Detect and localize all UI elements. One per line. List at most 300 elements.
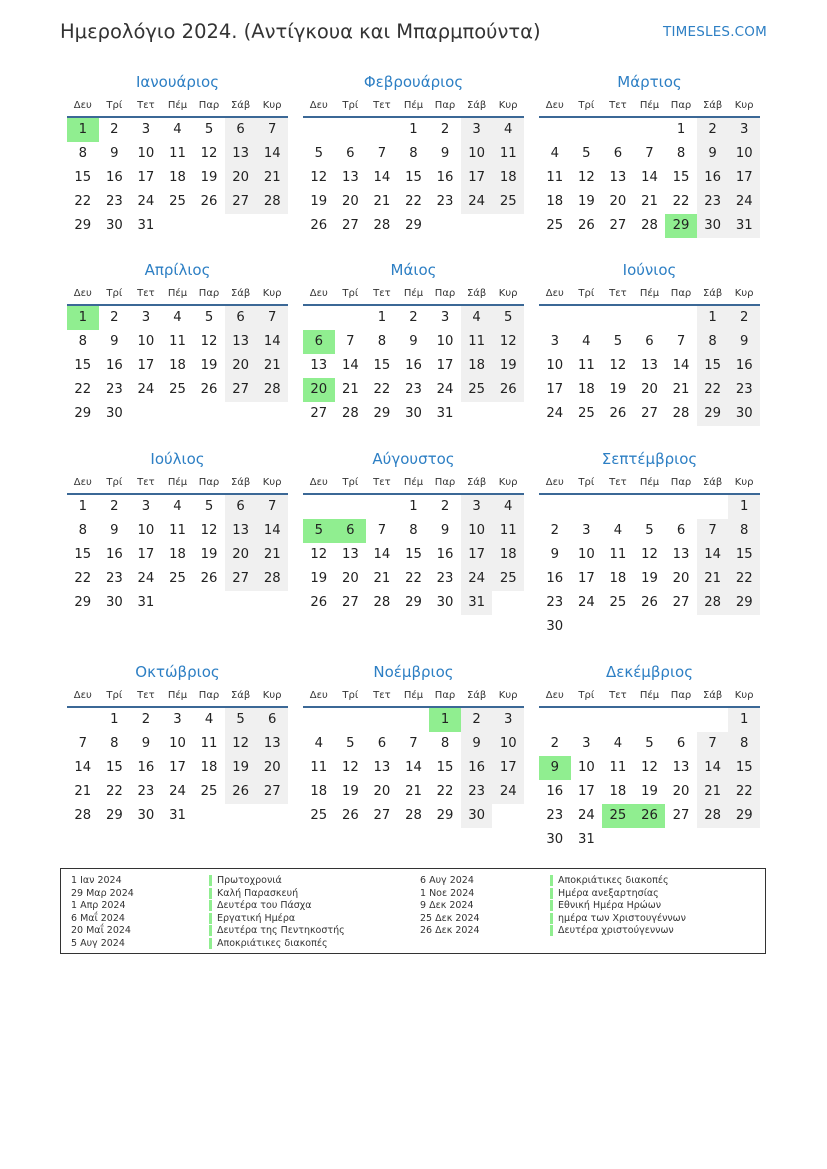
day-cell: 30 — [546, 619, 564, 634]
day-cell: 16 — [461, 756, 493, 780]
day-cell: 20 — [373, 784, 391, 799]
day-cell: 13 — [672, 760, 690, 775]
day-cell: 19 — [200, 358, 218, 373]
day-cell: 22 — [405, 571, 422, 586]
day-cell: 6 — [225, 306, 257, 330]
day-cell: 9 — [440, 523, 450, 538]
day-cell: 4 — [550, 146, 559, 161]
day-cell: 24 — [461, 567, 493, 591]
day-cell: 22 — [436, 784, 454, 799]
day-cell: 28 — [641, 218, 658, 233]
day-cell: 22 — [373, 382, 391, 397]
day-cell: 9 — [440, 146, 450, 161]
day-cell: 10 — [436, 334, 454, 349]
weekday-header — [303, 282, 524, 306]
day-cell: 12 — [609, 358, 627, 373]
day-cell: 5 — [613, 334, 623, 349]
weekday-label: Τετ — [373, 476, 391, 488]
day-cell: 27 — [225, 378, 257, 402]
day-grid — [67, 306, 288, 450]
weekday-label: Κυρ — [498, 287, 518, 299]
day-cell: 1 — [110, 712, 119, 727]
legend-holiday-name: Δευτέρα της Πεντηκοστής — [209, 925, 345, 938]
day-cell: 8 — [78, 334, 87, 349]
day-cell: 12 — [200, 334, 218, 349]
day-cell: 9 — [110, 523, 119, 538]
day-cell: 28 — [672, 406, 690, 421]
weekday-label: Παρ — [670, 689, 692, 701]
weekday-label: Τετ — [609, 689, 627, 701]
weekday-label: Κυρ — [262, 689, 282, 701]
weekday-label: Δευ — [73, 99, 92, 111]
day-cell: 26 — [341, 808, 359, 823]
day-cell: 17 — [728, 166, 760, 190]
day-cell: 30 — [105, 595, 123, 610]
weekday-header — [67, 684, 288, 708]
weekday-label: Σάβ — [230, 476, 251, 488]
day-cell: 28 — [697, 591, 729, 615]
day-cell: 27 — [225, 567, 257, 591]
day-cell: 23 — [405, 382, 422, 397]
weekday-label: Τρί — [342, 689, 359, 701]
day-cell: 23 — [728, 378, 760, 402]
day-cell: 29 — [105, 808, 123, 823]
day-cell: 5 — [204, 122, 214, 137]
day-cell: 11 — [609, 547, 627, 562]
day-cell: 1 — [377, 310, 387, 325]
month-calendar — [539, 258, 760, 450]
weekday-label: Σάβ — [466, 476, 487, 488]
weekday-label: Πέμ — [639, 689, 660, 701]
weekday-label: Παρ — [198, 476, 220, 488]
weekday-label: Δευ — [309, 287, 328, 299]
weekday-label: Τρί — [342, 99, 359, 111]
day-cell: 6 — [645, 334, 654, 349]
month-calendar — [67, 70, 288, 262]
day-cell: 29 — [373, 406, 391, 421]
day-cell: 16 — [436, 170, 454, 185]
legend-date: 20 Μαΐ 2024 — [71, 925, 131, 936]
day-grid — [539, 495, 760, 639]
day-cell: 25 — [310, 808, 328, 823]
month-name: Ιανουάριος — [135, 73, 219, 91]
weekday-label: Κυρ — [262, 99, 282, 111]
day-cell: 25 — [609, 595, 627, 610]
weekday-label: Κυρ — [734, 99, 754, 111]
day-cell: 4 — [492, 495, 524, 519]
day-cell: 3 — [582, 736, 591, 751]
weekday-label: Δευ — [73, 476, 92, 488]
day-cell: 11 — [461, 330, 493, 354]
day-cell: 25 — [577, 406, 595, 421]
day-cell: 12 — [310, 170, 328, 185]
day-cell: 20 — [256, 756, 288, 780]
month-calendar — [303, 447, 524, 639]
weekday-label: Τρί — [106, 689, 123, 701]
legend-date: 29 Μαρ 2024 — [71, 887, 134, 899]
day-cell: 22 — [728, 567, 760, 591]
month-name: Μάιος — [390, 261, 437, 279]
day-cell: 15 — [405, 547, 422, 562]
day-cell: 28 — [697, 804, 729, 828]
day-cell: 26 — [200, 382, 218, 397]
day-cell: 17 — [577, 571, 595, 586]
day-cell: 23 — [461, 780, 493, 804]
day-cell: 15 — [74, 358, 92, 373]
day-cell: 3 — [582, 523, 591, 538]
weekday-label: Τετ — [137, 476, 155, 488]
day-cell: 7 — [256, 495, 288, 519]
day-cell: 17 — [546, 382, 564, 397]
weekday-label: Τρί — [342, 476, 359, 488]
day-cell: 16 — [105, 358, 123, 373]
day-cell: 2 — [697, 118, 729, 142]
day-cell: 6 — [346, 146, 355, 161]
day-cell: 22 — [672, 194, 690, 209]
site-link[interactable]: TIMESLES.COM — [663, 24, 767, 40]
day-cell: 2 — [440, 122, 450, 137]
day-cell: 23 — [546, 808, 564, 823]
day-cell: 9 — [409, 334, 418, 349]
day-cell: 8 — [409, 146, 418, 161]
weekday-label: Τρί — [106, 287, 123, 299]
day-cell: 25 — [546, 218, 564, 233]
day-cell: 27 — [341, 218, 359, 233]
day-cell: 10 — [137, 146, 155, 161]
day-cell: 31 — [137, 218, 155, 233]
weekday-label: Παρ — [434, 689, 456, 701]
weekday-label: Κυρ — [498, 689, 518, 701]
day-cell: 13 — [341, 170, 359, 185]
weekday-label: Παρ — [434, 99, 456, 111]
legend-dates-right — [420, 875, 480, 938]
weekday-label: Παρ — [434, 476, 456, 488]
day-cell: 16 — [405, 358, 422, 373]
weekday-label: Τρί — [106, 476, 123, 488]
day-grid — [539, 118, 760, 262]
day-cell: 14 — [697, 756, 729, 780]
weekday-label: Πέμ — [403, 99, 424, 111]
day-cell: 3 — [173, 712, 182, 727]
day-cell: 19 — [310, 571, 328, 586]
day-cell: 9 — [461, 732, 493, 756]
day-cell: 28 — [256, 567, 288, 591]
weekday-label: Πέμ — [167, 476, 188, 488]
day-cell: 4 — [613, 736, 623, 751]
day-cell: 20 — [641, 382, 658, 397]
weekday-label: Τετ — [609, 287, 627, 299]
day-cell: 17 — [461, 543, 493, 567]
month-name: Ιούλιος — [150, 450, 205, 468]
day-cell: 7 — [409, 736, 418, 751]
day-cell: 27 — [672, 595, 690, 610]
day-cell: 22 — [405, 194, 422, 209]
day-cell: 26 — [609, 406, 627, 421]
day-cell: 27 — [641, 406, 658, 421]
day-cell: 15 — [697, 354, 729, 378]
weekday-label: Κυρ — [734, 476, 754, 488]
day-cell: 24 — [546, 406, 564, 421]
day-cell: 15 — [728, 756, 760, 780]
day-cell: 8 — [110, 736, 119, 751]
day-cell: 25 — [492, 567, 524, 591]
day-cell: 4 — [613, 523, 623, 538]
day-cell: 4 — [173, 310, 182, 325]
weekday-label: Πέμ — [639, 99, 660, 111]
legend-date: 26 Δεκ 2024 — [420, 925, 480, 936]
day-cell: 25 — [169, 571, 186, 586]
weekday-label: Κυρ — [734, 287, 754, 299]
day-cell: 18 — [609, 571, 627, 586]
day-cell: 9 — [110, 334, 119, 349]
day-cell: 22 — [74, 382, 92, 397]
day-cell: 24 — [728, 190, 760, 214]
holiday-day-cell: 5 — [303, 519, 335, 543]
day-cell: 26 — [577, 218, 595, 233]
legend-holiday-name: Εργατική Ημέρα — [209, 913, 345, 926]
day-cell: 16 — [436, 547, 454, 562]
day-cell: 6 — [377, 736, 387, 751]
weekday-label: Σάβ — [702, 287, 723, 299]
day-cell: 29 — [74, 595, 92, 610]
day-grid — [539, 708, 760, 852]
month-name: Οκτώβριος — [135, 663, 220, 681]
day-cell: 21 — [256, 354, 288, 378]
day-cell: 23 — [137, 784, 155, 799]
day-cell: 9 — [141, 736, 151, 751]
day-cell: 23 — [105, 571, 123, 586]
day-cell: 8 — [78, 146, 87, 161]
day-cell: 28 — [256, 190, 288, 214]
day-cell: 7 — [346, 334, 355, 349]
day-cell: 16 — [137, 760, 155, 775]
day-cell: 15 — [74, 170, 92, 185]
weekday-label: Κυρ — [262, 287, 282, 299]
day-cell: 22 — [728, 780, 760, 804]
day-cell: 21 — [641, 194, 658, 209]
day-cell: 2 — [409, 310, 418, 325]
day-cell: 17 — [137, 547, 155, 562]
day-cell: 27 — [225, 190, 257, 214]
day-cell: 15 — [672, 170, 690, 185]
day-cell: 18 — [492, 543, 524, 567]
weekday-header — [539, 471, 760, 495]
day-cell: 19 — [341, 784, 359, 799]
day-cell: 26 — [200, 194, 218, 209]
weekday-label: Σάβ — [466, 689, 487, 701]
weekday-header — [67, 94, 288, 118]
weekday-label: Δευ — [545, 287, 564, 299]
day-cell: 23 — [436, 194, 454, 209]
day-cell: 28 — [256, 378, 288, 402]
weekday-label: Τετ — [373, 99, 391, 111]
day-cell: 17 — [137, 358, 155, 373]
weekday-label: Παρ — [670, 99, 692, 111]
day-cell: 2 — [141, 712, 151, 727]
day-cell: 24 — [137, 194, 155, 209]
day-cell: 2 — [728, 306, 760, 330]
day-cell: 7 — [645, 146, 654, 161]
day-cell: 3 — [492, 708, 524, 732]
day-cell: 7 — [676, 334, 686, 349]
day-cell: 18 — [310, 784, 328, 799]
weekday-label: Δευ — [309, 99, 328, 111]
day-cell: 29 — [405, 595, 422, 610]
day-cell: 8 — [440, 736, 450, 751]
legend-holiday-name: Εθνική Ημέρα Ηρώων — [550, 900, 686, 913]
day-cell: 12 — [641, 760, 658, 775]
day-cell: 19 — [225, 756, 257, 780]
day-cell: 25 — [169, 382, 186, 397]
day-cell: 11 — [310, 760, 328, 775]
day-cell: 18 — [169, 547, 186, 562]
day-cell: 21 — [672, 382, 690, 397]
day-cell: 10 — [728, 142, 760, 166]
day-cell: 19 — [492, 354, 524, 378]
day-cell: 31 — [169, 808, 186, 823]
day-cell: 21 — [697, 567, 729, 591]
weekday-label: Τρί — [106, 99, 123, 111]
day-cell: 30 — [697, 214, 729, 238]
day-cell: 11 — [609, 760, 627, 775]
month-name: Σεπτέμβριος — [601, 450, 698, 468]
day-cell: 19 — [641, 571, 658, 586]
weekday-label: Τετ — [137, 99, 155, 111]
day-cell: 6 — [225, 495, 257, 519]
day-cell: 29 — [436, 808, 454, 823]
weekday-label: Κυρ — [498, 476, 518, 488]
day-grid — [67, 118, 288, 262]
day-cell: 5 — [225, 708, 257, 732]
day-cell: 8 — [728, 519, 760, 543]
legend-date: 25 Δεκ 2024 — [420, 912, 480, 924]
day-cell: 30 — [137, 808, 155, 823]
weekday-label: Τρί — [342, 287, 359, 299]
day-cell: 8 — [377, 334, 387, 349]
day-cell: 18 — [200, 760, 218, 775]
day-cell: 28 — [373, 218, 391, 233]
day-cell: 8 — [676, 146, 686, 161]
holiday-day-cell: 1 — [67, 306, 99, 330]
day-cell: 22 — [74, 571, 92, 586]
day-cell: 25 — [492, 190, 524, 214]
day-cell: 27 — [310, 406, 328, 421]
day-cell: 22 — [74, 194, 92, 209]
day-cell: 3 — [141, 499, 151, 514]
day-grid — [67, 495, 288, 639]
day-cell: 4 — [173, 122, 182, 137]
weekday-label: Παρ — [670, 476, 692, 488]
day-cell: 7 — [697, 519, 729, 543]
holiday-day-cell: 25 — [602, 804, 634, 828]
month-calendar — [303, 258, 524, 450]
weekday-label: Πέμ — [639, 476, 660, 488]
day-cell: 6 — [613, 146, 623, 161]
day-cell: 26 — [225, 780, 257, 804]
month-name: Φεβρουάριος — [363, 73, 464, 91]
day-cell: 3 — [141, 310, 151, 325]
day-cell: 1 — [78, 499, 87, 514]
weekday-label: Τετ — [137, 287, 155, 299]
day-cell: 5 — [645, 736, 654, 751]
day-cell: 15 — [74, 547, 92, 562]
day-cell: 7 — [78, 736, 87, 751]
day-cell: 5 — [582, 146, 591, 161]
day-cell: 11 — [546, 170, 564, 185]
day-grid — [303, 118, 524, 262]
day-cell: 18 — [577, 382, 595, 397]
day-cell: 22 — [697, 378, 729, 402]
weekday-label: Πέμ — [403, 287, 424, 299]
day-cell: 24 — [137, 571, 155, 586]
day-cell: 19 — [641, 784, 658, 799]
day-cell: 25 — [461, 378, 493, 402]
day-cell: 13 — [641, 358, 658, 373]
day-cell: 1 — [728, 495, 760, 519]
day-cell: 24 — [492, 780, 524, 804]
holiday-day-cell: 1 — [429, 708, 461, 732]
day-cell: 16 — [697, 166, 729, 190]
day-cell: 7 — [697, 732, 729, 756]
day-cell: 19 — [310, 194, 328, 209]
weekday-label: Παρ — [198, 689, 220, 701]
weekday-label: Πέμ — [639, 287, 660, 299]
month-calendar — [67, 447, 288, 639]
day-cell: 8 — [728, 732, 760, 756]
weekday-label: Τετ — [373, 689, 391, 701]
day-cell: 24 — [169, 784, 186, 799]
day-cell: 10 — [577, 760, 595, 775]
day-cell: 8 — [697, 330, 729, 354]
weekday-header — [539, 94, 760, 118]
day-cell: 13 — [341, 547, 359, 562]
holiday-legend — [60, 868, 766, 954]
legend-holiday-name: Καλή Παρασκευή — [209, 888, 345, 901]
month-calendar — [67, 258, 288, 450]
legend-holiday-name: Δευτέρα χριστούγεννων — [550, 925, 686, 938]
weekday-label: Σάβ — [702, 99, 723, 111]
day-cell: 4 — [173, 499, 182, 514]
day-cell: 14 — [641, 170, 658, 185]
day-cell: 4 — [492, 118, 524, 142]
day-cell: 16 — [546, 784, 564, 799]
day-cell: 20 — [225, 166, 257, 190]
day-cell: 5 — [645, 523, 654, 538]
weekday-header — [67, 282, 288, 306]
month-name: Απρίλιος — [144, 261, 211, 279]
day-cell: 26 — [310, 218, 328, 233]
day-cell: 5 — [346, 736, 355, 751]
day-cell: 11 — [169, 523, 186, 538]
day-cell: 9 — [697, 142, 729, 166]
day-cell: 28 — [405, 808, 422, 823]
weekday-label: Δευ — [545, 99, 564, 111]
day-cell: 10 — [492, 732, 524, 756]
day-cell: 11 — [492, 519, 524, 543]
weekday-label: Πέμ — [403, 689, 424, 701]
day-cell: 15 — [105, 760, 123, 775]
month-name: Δεκέμβριος — [605, 663, 693, 681]
day-cell: 3 — [141, 122, 151, 137]
day-cell: 21 — [373, 571, 391, 586]
weekday-label: Τρί — [578, 689, 595, 701]
weekday-label: Δευ — [309, 689, 328, 701]
day-cell: 29 — [728, 591, 760, 615]
day-cell: 12 — [225, 732, 257, 756]
day-cell: 9 — [550, 547, 559, 562]
day-cell: 29 — [74, 406, 92, 421]
day-cell: 21 — [341, 382, 359, 397]
